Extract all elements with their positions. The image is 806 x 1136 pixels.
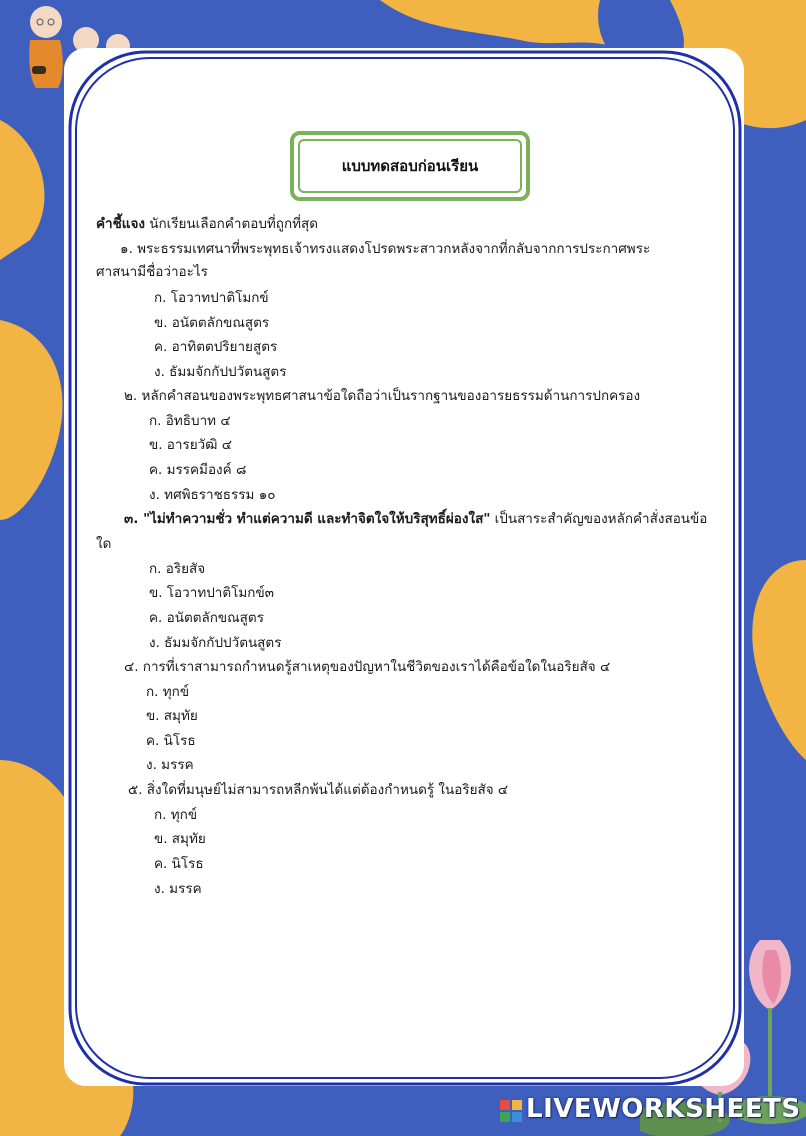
worksheet-title: แบบทดสอบก่อนเรียน — [341, 157, 479, 175]
liveworksheets-logo-icon — [500, 1100, 522, 1122]
question-5: ๕. สิ่งใดที่มนุษย์ไม่สามารถหลีกพ้นได้แต่ต้องกำหนดรู้ ในอริยสัจ ๔ — [128, 782, 509, 798]
q1-option-c[interactable]: ค. อาทิตตปริยายสูตร — [154, 339, 278, 355]
q1-option-d[interactable]: ง. ธัมมจักกัปปวัตนสูตร — [154, 364, 287, 380]
q5-option-c[interactable]: ค. นิโรธ — [154, 856, 204, 872]
q1-option-b[interactable]: ข. อนัตตลักขณสูตร — [154, 315, 270, 331]
q3-quote: "ไม่ทำความชั่ว ทำแต่ความดี และทำจิตใจให้บริสุทธิ์ผ่องใส" — [143, 511, 491, 527]
q3-text: เป็นสาระสำคัญของหลักคำสั่งสอนข้อ — [490, 511, 708, 527]
q3-option-d[interactable]: ง. ธัมมจักกัปปวัตนสูตร — [149, 635, 282, 651]
q3-number: ๓. — [124, 511, 144, 527]
instruction — [96, 215, 318, 233]
q2-option-d[interactable]: ง. ทศพิธราชธรรม ๑๐ — [149, 487, 276, 503]
question-2: ๒. หลักคำสอนของพระพุทธศาสนาข้อใดถือว่าเป็นรากฐานของอารยธรรมด้านการปกครอง — [124, 388, 641, 404]
q4-option-a[interactable]: ก. ทุกข์ — [146, 684, 190, 700]
question-3 — [124, 510, 707, 528]
q3-option-c[interactable]: ค. อนัตตลักขณสูตร — [149, 610, 264, 626]
q5-option-a[interactable]: ก. ทุกข์ — [154, 807, 198, 823]
question-1: ๑. พระธรรมเทศนาที่พระพุทธเจ้าทรงแสดงโปรดพระสาวกหลังจากที่กลับจากการประกาศพระ — [120, 241, 651, 257]
q5-option-b[interactable]: ข. สมุทัย — [154, 831, 206, 847]
q2-option-b[interactable]: ข. อารยวัฒิ ๔ — [149, 437, 232, 453]
liveworksheets-brand[interactable]: LIVEWORKSHEETS — [526, 1094, 801, 1124]
q4-option-c[interactable]: ค. นิโรธ — [146, 733, 196, 749]
q2-option-a[interactable]: ก. อิทธิบาท ๔ — [149, 413, 231, 429]
q4-option-b[interactable]: ข. สมุทัย — [146, 708, 198, 724]
question-1-continued: ศาสนามีชื่อว่าอะไร — [96, 264, 208, 280]
q2-option-c[interactable]: ค. มรรคมีองค์ ๘ — [149, 462, 247, 478]
instruction-text: นักเรียนเลือกคำตอบที่ถูกที่สุด — [144, 216, 319, 232]
q4-option-d[interactable]: ง. มรรค — [146, 757, 194, 773]
question-4: ๔. การที่เราสามารถกำหนดรู้สาเหตุของปัญหาในชีวิตของเราได้คือข้อใดในอริยสัจ ๔ — [124, 659, 611, 675]
q3-option-a[interactable]: ก. อริยสัจ — [149, 561, 206, 577]
q3-option-b[interactable]: ข. โอวาทปาติโมกข์๓ — [149, 585, 274, 601]
title-box — [290, 131, 530, 201]
q5-option-d[interactable]: ง. มรรค — [154, 881, 202, 897]
question-3-continued: ใด — [96, 536, 112, 552]
q1-option-a[interactable]: ก. โอวาทปาติโมกข์ — [154, 290, 269, 306]
instruction-label: คำชี้แจง — [96, 216, 145, 232]
